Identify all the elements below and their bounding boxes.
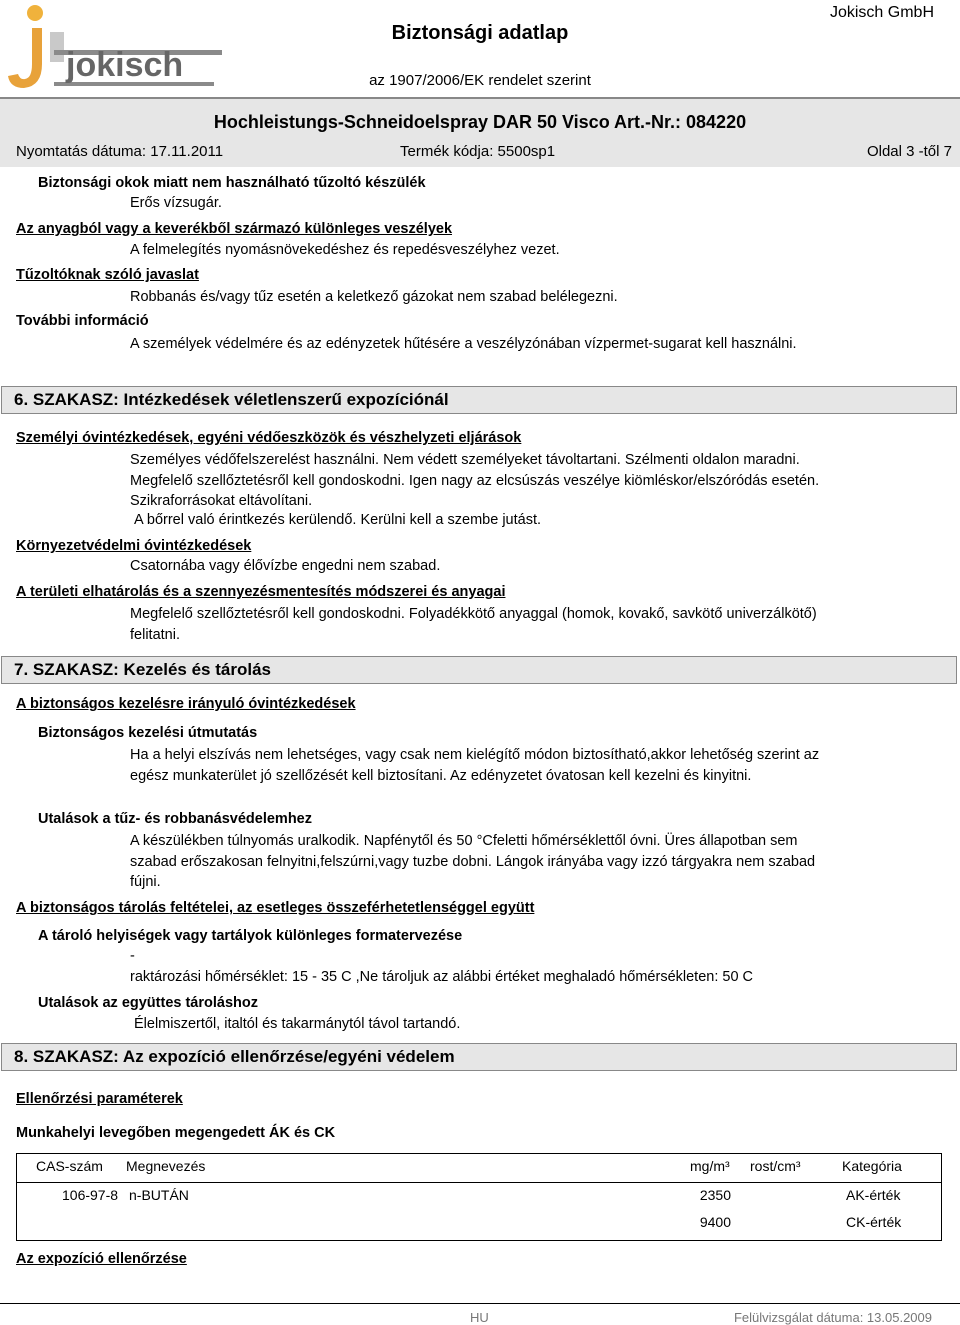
s5-heading-unsuitable-extinguisher: Biztonsági okok miatt nem használható tűzoltó készülék [38,175,426,191]
section-6-title: 6. SZAKASZ: Intézkedések véletlenszerű expozíciónál [14,390,449,409]
s8-heading-workplace-limits: Munkahelyi levegőben megengedett ÁK és CK [16,1125,336,1141]
print-date: Nyomtatás dátuma: 17.11.2011 [16,143,224,160]
s6-text-1b: A bőrrel való érintkezés kerülendő. Kerülni kell a szembe jutást. [134,512,542,528]
table-cell-category-1: AK-érték [846,1187,901,1203]
logo-text: jokisch [66,46,184,84]
s6-text-1: Személyes védőfelszerelést használni. Nem védett személyeket távoltartani. Szélmenti oldalon maradni. Megfelelő szellőztetésről kell gondoskodni. Igen nagy az elcsúszás veszélye kiömléskor/elszóródás esetén. Szikraforrásokat eltávolítani. [130,452,820,509]
s7-text-joint-storage: Élelmiszertől, italtól és takarmánytól távol tartandó. [134,1016,461,1032]
s7-heading-safe-storage: A biztonságos tárolás feltételei, az esetleges összeférhetetlenséggel együtt [16,900,535,916]
s7-heading-joint-storage: Utalások az együttes tároláshoz [38,995,258,1011]
s7-text-handling: Ha a helyi elszívás nem lehetséges, vagy csak nem kielégítő módon biztosítható,akkor lehetőség szerint az egész munkaterület jó szellőzését kell biztosítani. Az edényzetet óvatosan kell kezelni és kinyitni. [130,747,820,784]
s7-heading-storage-design: A tároló helyiségek vagy tartályok különleges formatervezése [38,928,463,944]
s5-heading-firefighters: Tűzoltóknak szóló javaslat [16,267,199,283]
s6-heading-containment: A területi elhatárolás és a szennyezésmentesítés módszerei és anyagai [16,584,506,600]
product-code: Termék kódja: 5500sp1 [400,143,556,160]
s7-heading-handling-advice: Biztonságos kezelési útmutatás [38,725,258,741]
page-number: Oldal 3 -től 7 [866,143,952,160]
section-8-title: 8. SZAKASZ: Az expozíció ellenőrzése/egyéni védelem [14,1047,455,1066]
s8-heading-exposure-control: Az expozíció ellenőrzése [16,1251,187,1267]
s7-text-fire-protection: A készülékben túlnyomás uralkodik. Napfénytől és 50 °Cfeletti hőmérséklettől óvni. Üres állapotban sem szabad erőszakosan felnyitni,felszúrni,vagy tuzbe dobni. Lángok irányába vagy izzó tárgyakra nem szabad fújni. [130,833,816,890]
footer-divider [0,1303,960,1304]
s6-text-3: Megfelelő szellőztetésről kell gondoskodni. Folyadékkötő anyaggal (homok, kovakő, savkötő univerzálkötő) felitatni. [130,606,817,643]
table-header-cas: CAS-szám [36,1158,103,1174]
table-cell-value-1: 2350 [699,1187,731,1203]
s5-text-1: Erős vízsugár. [130,195,222,211]
s5-heading-further-info: További információ [16,313,149,329]
s5-text-2: A felmelegítés nyomásnövekedéshez és repedésveszélyhez vezet. [130,242,560,258]
s8-heading-control-parameters: Ellenőrzési paraméterek [16,1091,183,1107]
footer-revision-date: Felülvizsgálat dátuma: 13.05.2009 [733,1310,932,1325]
product-name: Hochleistungs-Schneidoelspray DAR 50 Visco Art.-Nr.: 084220 [213,112,747,132]
table-header-mgm3: mg/m³ [690,1158,730,1174]
s6-heading-environmental: Környezetvédelmi óvintézkedések [16,538,252,554]
table-header-divider [16,1182,942,1183]
table-cell-category-2: CK-érték [846,1214,902,1230]
table-header-fibre: rost/cm³ [750,1158,801,1174]
s7-heading-safe-handling: A biztonságos kezelésre irányuló óvintézkedések [16,696,356,712]
regulation-text: az 1907/2006/EK rendelet szerint [369,72,591,89]
s7-dash: - [130,948,135,964]
table-cell-name: n-BUTÁN [129,1187,189,1203]
s6-text-2: Csatornába vagy élővízbe engedni nem szabad. [130,558,441,574]
section-7-title: 7. SZAKASZ: Kezelés és tárolás [14,660,271,679]
table-header-name: Megnevezés [126,1158,206,1174]
s7-text-storage-temp: raktározási hőmérséklet: 15 - 35 C ,Ne tároljuk az alábbi értéket meghaladó hőmérsékleten: 50 C [130,969,754,985]
table-cell-cas: 106-97-8 [62,1187,119,1203]
footer-language: HU [470,1310,489,1325]
table-cell-value-2: 9400 [699,1214,731,1230]
s5-heading-special-hazards: Az anyagból vagy a keverékből származó különleges veszélyek [16,221,453,237]
s6-heading-personal-precautions: Személyi óvintézkedések, egyéni védőeszközök és vészhelyzeti eljárások [16,430,522,446]
s7-heading-fire-protection: Utalások a tűz- és robbanásvédelemhez [38,811,312,827]
s5-text-4: A személyek védelmére és az edényzetek hűtésére a veszélyzónában vízpermet-sugarat kell használni. [130,336,797,352]
document-title: Biztonsági adatlap [391,22,569,44]
table-header-category: Kategória [842,1158,902,1174]
s5-text-3: Robbanás és/vagy tűz esetén a keletkező gázokat nem szabad belélegezni. [130,289,618,305]
company-name: Jokisch GmbH [829,4,934,21]
